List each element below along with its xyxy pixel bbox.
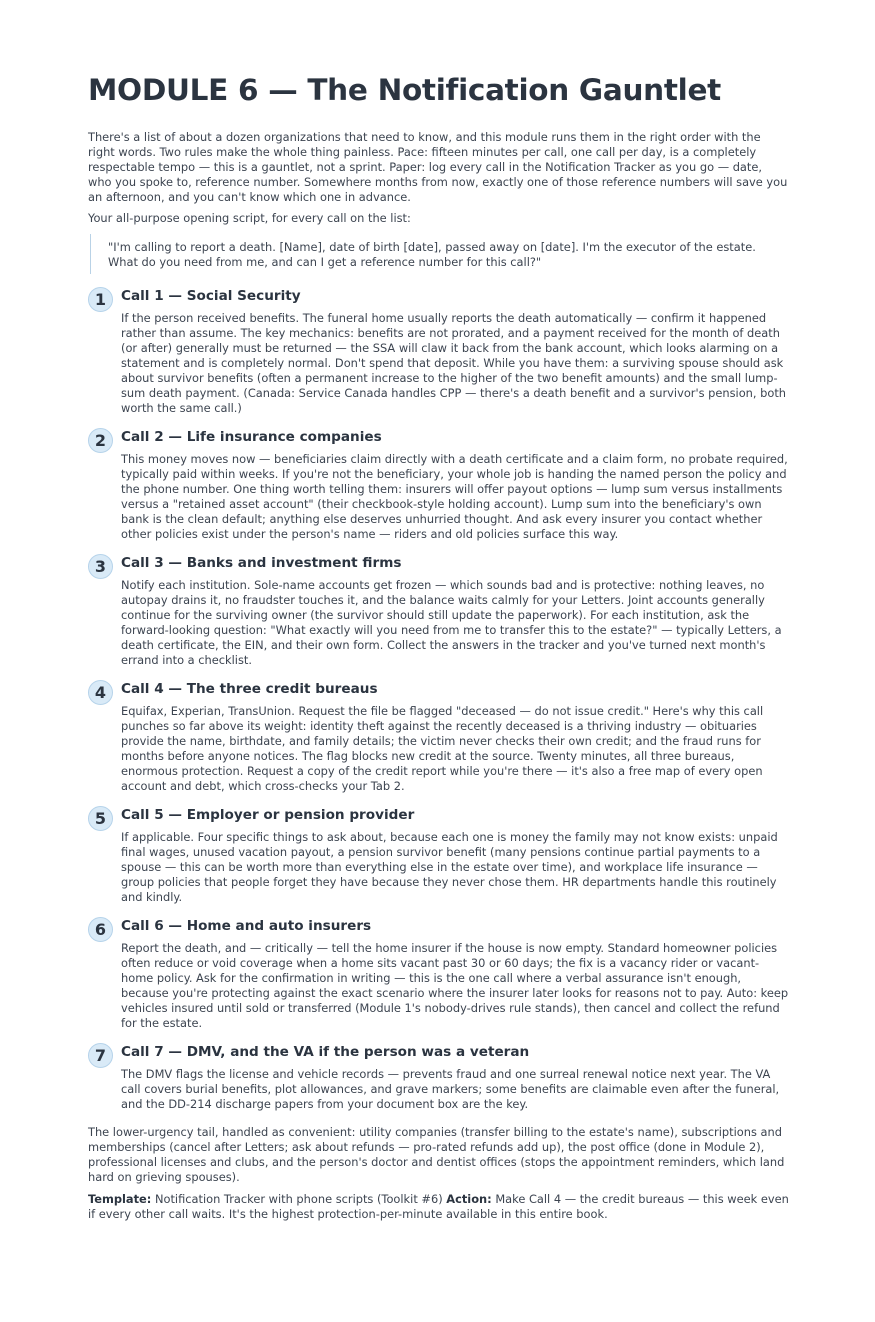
call-section-1	[88, 288, 789, 416]
call-section-6	[88, 918, 789, 1031]
call-title: Call 4 — The three credit bureaus	[121, 681, 378, 697]
action-text: Make Call 4 — the credit bureaus — this week even if every other call waits. It's the highest protection-per-minute available in this entire book.	[88, 1192, 789, 1221]
call-title: Call 1 — Social Security	[121, 288, 301, 304]
call-title: Call 5 — Employer or pension provider	[121, 807, 415, 823]
footer-note	[88, 1192, 789, 1222]
call-number-badge: 5	[88, 806, 113, 831]
call-number-badge: 4	[88, 680, 113, 705]
call-section-7	[88, 1044, 789, 1112]
call-body: If applicable. Four specific things to ask about, because each one is money the family may not know exists: unpaid final wages, unused vacation payout, a pension survivor benefit (many pensions continue partial payments to a spouse — this can be worth more than everything else in the estate over time), and workplace life insurance — group policies that people forget they have because they never chose them. HR departments handle this routinely and kindly.	[121, 830, 778, 904]
call-number-badge: 3	[88, 554, 113, 579]
script-lead: Your all-purpose opening script, for every call on the list:	[88, 211, 411, 225]
call-title: Call 7 — DMV, and the VA if the person was a veteran	[121, 1044, 530, 1060]
call-number-badge: 2	[88, 428, 113, 453]
script-quote-text: "I'm calling to report a death. [Name], date of birth [date], passed away on [date]. I'm the executor of the estate. What do you need from me, and can I get a reference number for this call?"	[108, 240, 756, 269]
call-body: If the person received benefits. The funeral home usually reports the death automatically — confirm it happened rather than assume. The key mechanics: benefits are not prorated, and a payment received for the month of death (or after) generally must be returned — the SSA will claw it back from the bank account, which looks alarming on a statement and is completely normal. Don't spend that deposit. While you have them: a surviving spouse should ask about survivor benefits (often a permanent increase to the higher of the two benefit amounts) and the small lump-sum death payment. (Canada: Service Canada handles CPP — there's a death benefit and a survivor's pension, both worth the same call.)	[121, 311, 787, 415]
template-text: Notification Tracker with phone scripts (Toolkit #6)	[154, 1192, 443, 1206]
call-section-3	[88, 555, 789, 668]
template-label: Template:	[88, 1192, 152, 1206]
call-body: The DMV flags the license and vehicle records — prevents fraud and one surreal renewal notice next year. The VA call covers burial benefits, plot allowances, and grave markers; some benefits are claimable even after the funeral, and the DD-214 discharge papers from your document box are the key.	[121, 1067, 780, 1111]
call-body: Notify each institution. Sole-name accounts get frozen — which sounds bad and is protective: nothing leaves, no autopay drains it, no fraudster touches it, and the balance waits calmly for your Letters. Joint accounts generally continue for the surviving owner (the survivor should still update the paperwork). For each institution, ask the forward-looking question: "What exactly will you need from me to transfer this to the estate?" — typically Letters, a death certificate, the EIN, and their own form. Collect the answers in the tracker and you've turned next month's errand into a checklist.	[121, 578, 782, 667]
call-section-2	[88, 429, 789, 542]
call-title: Call 2 — Life insurance companies	[121, 429, 382, 445]
call-body: Equifax, Experian, TransUnion. Request the file be flagged "deceased — do not issue credit." Here's why this call punches so far above its weight: identity theft against the recently deceased is a thriving industry — obituaries provide the name, birthdate, and family details; the victim never checks their own credit; and the fraud runs for months before anyone notices. The flag blocks new credit at the source. Twenty minutes, all three bureaus, enormous protection. Request a copy of the credit report while you're there — it's also a free map of every open account and debt, which cross-checks your Tab 2.	[121, 704, 764, 793]
page-title: MODULE 6 — The Notification Gauntlet	[88, 73, 721, 107]
intro-paragraph: There's a list of about a dozen organizations that need to know, and this module runs them in the right order with the right words. Two rules make the whole thing painless. Pace: fifteen minutes per call, one call per day, is a completely respectable tempo — this is a gauntlet, not a sprint. Paper: log every call in the Notification Tracker as you go — date, who you spoke to, reference number. Somewhere months from now, exactly one of those reference numbers will save you an afternoon, and you can't know which one in advance.	[88, 130, 788, 204]
tail-paragraph: The lower-urgency tail, handled as convenient: utility companies (transfer billing to the estate's name), subscriptions and memberships (cancel after Letters; ask about refunds — pro-rated refunds add up), the post office (done in Module 2), professional licenses and clubs, and the person's doctor and dentist offices (stops the appointment reminders, which land hard on grieving spouses).	[88, 1125, 785, 1184]
call-section-5	[88, 807, 789, 905]
call-title: Call 6 — Home and auto insurers	[121, 918, 372, 934]
call-number-badge: 1	[88, 287, 113, 312]
call-number-badge: 7	[88, 1043, 113, 1068]
call-body: Report the death, and — critically — tell the home insurer if the house is now empty. Standard homeowner policies often reduce or void coverage when a home sits vacant past 30 or 60 days; the fix is a vacancy rider or vacant-home policy. Ask for the confirmation in writing — this is the one call where a verbal assurance isn't enough, because you're protecting against the exact scenario where the insurer later looks for reasons not to pay. Auto: keep vehicles insured until sold or transferred (Module 1's nobody-drives rule stands), then cancel and collect the refund for the estate.	[121, 941, 789, 1030]
action-label: Action:	[446, 1192, 492, 1206]
call-body: This money moves now — beneficiaries claim directly with a death certificate and a claim form, no probate required, typically paid within weeks. If you're not the beneficiary, your whole job is handing the named person the policy and the phone number. One thing worth telling them: insurers will offer payout options — lump sum versus installments versus a "retained asset account" (their checkbook-style holding account). Lump sum into the beneficiary's own bank is the clean default; anything else deserves unhurried thought. And ask every insurer you contact whether other policies exist under the person's name — riders and old policies surface this way.	[121, 452, 788, 541]
call-section-4	[88, 681, 789, 794]
call-title: Call 3 — Banks and investment firms	[121, 555, 402, 571]
script-blockquote	[90, 234, 789, 274]
call-number-badge: 6	[88, 917, 113, 942]
